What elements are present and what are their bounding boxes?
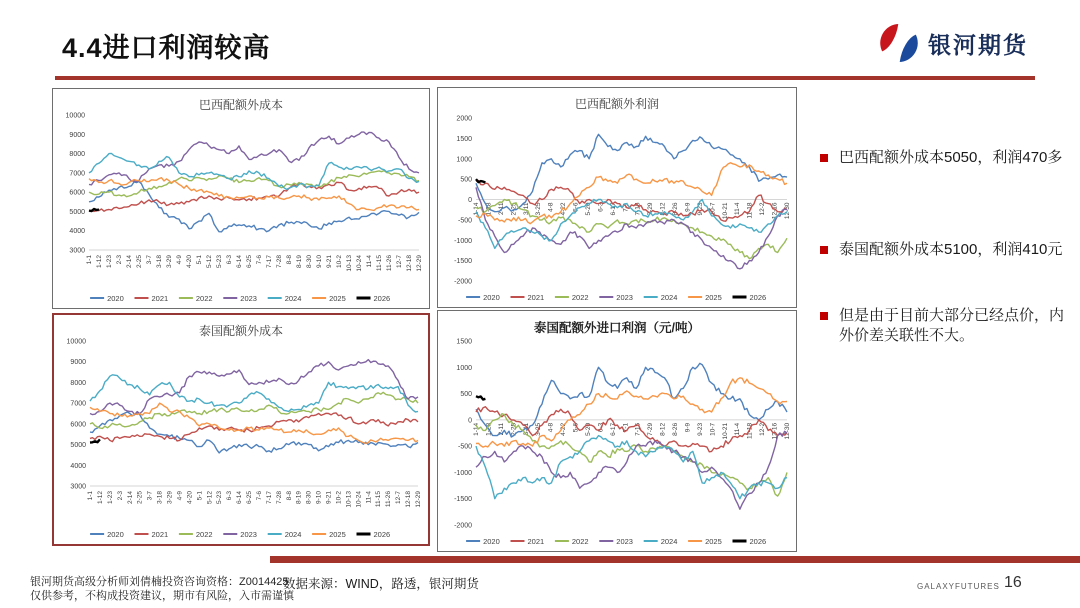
svg-text:2-25: 2-25 [136,255,143,269]
svg-text:5-6: 5-6 [572,202,580,212]
svg-text:2000: 2000 [456,115,472,123]
chart-legend [90,530,390,539]
page-title: 4.4进口利润较高 [62,33,271,63]
svg-text:1500: 1500 [456,338,472,346]
svg-text:1-23: 1-23 [106,255,113,269]
svg-text:3-29: 3-29 [166,255,173,269]
svg-text:2021: 2021 [527,537,545,546]
svg-text:2021: 2021 [151,294,169,303]
svg-text:3-18: 3-18 [156,491,164,505]
chart-panel-brazil-profit [437,87,797,308]
svg-text:500: 500 [460,391,472,399]
chart-title-thailand-cost: 泰国配额外成本 [198,324,283,338]
svg-text:6-3: 6-3 [597,422,605,433]
svg-text:2-11: 2-11 [497,202,505,216]
svg-text:2023: 2023 [616,293,633,302]
y-axis-ticks [454,339,472,530]
svg-text:6000: 6000 [69,189,85,197]
svg-text:10-7: 10-7 [709,202,717,216]
svg-text:2-3: 2-3 [116,491,124,501]
svg-text:1-14: 1-14 [473,202,480,216]
svg-text:10-24: 10-24 [355,491,363,508]
svg-text:3-7: 3-7 [146,491,154,501]
svg-text:12-29: 12-29 [415,491,422,508]
svg-text:12-2: 12-2 [759,422,767,436]
svg-text:2-3: 2-3 [116,255,123,265]
svg-text:8000: 8000 [70,379,86,387]
chart-line-2021 [90,413,418,442]
svg-text:2-25: 2-25 [136,491,144,505]
chart-canvas-brazil-profit [438,88,796,307]
svg-text:5-12: 5-12 [206,491,214,505]
svg-text:8-19: 8-19 [295,491,303,505]
svg-text:7-17: 7-17 [266,255,273,269]
bullet-item-thailand [820,240,1062,260]
svg-text:2-11: 2-11 [497,422,505,436]
chart-title-brazil-cost: 巴西配额外成本 [198,98,283,112]
svg-text:2025: 2025 [705,293,722,302]
svg-text:6-17: 6-17 [609,422,617,436]
svg-text:10-13: 10-13 [346,255,353,272]
svg-text:2025: 2025 [329,294,346,303]
svg-text:11-4: 11-4 [734,202,742,216]
svg-text:6000: 6000 [70,421,86,429]
svg-text:12-29: 12-29 [416,255,423,272]
svg-text:1-1: 1-1 [86,255,93,265]
chart-legend [90,294,390,303]
svg-text:5-1: 5-1 [196,491,204,501]
svg-text:7-6: 7-6 [255,491,263,501]
footer-disclaimer-line2: 仅供参考，不构成投资建议，期市有风险，入市需谨慎 [30,590,294,602]
svg-text:10-2: 10-2 [335,491,343,505]
svg-text:9-21: 9-21 [326,255,333,269]
chart-canvas-brazil-cost [53,89,429,308]
svg-text:8-12: 8-12 [659,422,667,436]
svg-text:10-24: 10-24 [356,255,363,272]
svg-text:2025: 2025 [329,530,346,539]
series-lines [90,360,418,453]
svg-text:2021: 2021 [527,293,545,302]
bullet-square-icon [820,154,828,162]
svg-text:7-1: 7-1 [622,422,630,433]
svg-text:3000: 3000 [69,247,85,255]
svg-text:11-18: 11-18 [746,202,754,219]
svg-text:7000: 7000 [70,400,86,408]
svg-text:2020: 2020 [107,294,124,303]
svg-text:9-10: 9-10 [316,255,323,269]
chart-line-2020 [89,182,419,232]
chart-canvas-thailand-profit [438,311,796,551]
svg-text:3-11: 3-11 [522,202,530,216]
x-axis-ticks [87,491,422,508]
svg-text:2024: 2024 [284,294,302,303]
chart-title-thailand-profit: 泰国配额外进口利润（元/吨） [534,321,700,335]
svg-text:5-1: 5-1 [196,255,203,265]
svg-text:-1000: -1000 [454,237,472,245]
svg-text:2021: 2021 [151,530,169,539]
svg-text:7-15: 7-15 [634,422,642,436]
svg-text:1-28: 1-28 [485,202,493,216]
svg-text:11-4: 11-4 [365,491,373,504]
chart-line-2025 [89,178,419,211]
svg-text:8-12: 8-12 [659,202,667,216]
svg-text:2020: 2020 [107,530,124,539]
svg-text:2-25: 2-25 [510,202,518,216]
svg-text:8-30: 8-30 [306,255,313,269]
chart-line-2024 [476,436,787,499]
chart-line-2024 [90,375,418,412]
title-underline [55,76,1035,80]
svg-text:2022: 2022 [571,537,589,546]
svg-text:10000: 10000 [65,112,85,120]
svg-text:5-23: 5-23 [216,491,224,505]
svg-text:1-14: 1-14 [473,422,480,436]
svg-text:4000: 4000 [69,228,85,236]
svg-text:7-17: 7-17 [265,491,273,505]
svg-text:12-7: 12-7 [396,255,403,269]
bullet-text-pricing: 但是由于目前大部分已经点价，内外价差关联性不大。 [839,307,1065,345]
svg-text:12-16: 12-16 [771,202,779,220]
svg-text:7-6: 7-6 [256,255,263,265]
x-axis-ticks [86,255,423,272]
logo-text: 银河期货 [928,31,1028,58]
bullet-item-brazil [820,148,1062,168]
svg-text:2020: 2020 [483,537,500,546]
svg-text:7-1: 7-1 [622,202,630,212]
svg-text:7-29: 7-29 [647,202,655,216]
svg-text:-1500: -1500 [454,496,472,504]
svg-text:4-22: 4-22 [560,202,568,216]
svg-text:3-29: 3-29 [166,491,174,505]
series-lines [89,132,419,232]
svg-text:2026: 2026 [749,293,767,302]
series-lines [476,134,787,268]
svg-text:2022: 2022 [195,530,213,539]
svg-text:3-11: 3-11 [522,422,530,436]
svg-text:6-25: 6-25 [246,255,253,269]
svg-text:8-8: 8-8 [285,491,293,501]
svg-text:11-4: 11-4 [366,255,373,268]
svg-text:9-9: 9-9 [684,422,692,433]
svg-text:8-8: 8-8 [286,255,293,265]
svg-text:4-8: 4-8 [547,202,555,212]
svg-text:5-23: 5-23 [216,255,223,269]
svg-text:2023: 2023 [240,530,257,539]
svg-text:2025: 2025 [705,537,722,546]
chart-legend [466,293,766,302]
chart-line-2025 [476,378,787,447]
svg-text:10-21: 10-21 [721,202,729,220]
svg-text:2023: 2023 [240,294,257,303]
svg-text:-2000: -2000 [454,278,472,286]
svg-text:2026: 2026 [373,530,391,539]
svg-text:8000: 8000 [69,151,85,159]
svg-text:4-22: 4-22 [560,422,568,436]
svg-text:12-30: 12-30 [784,422,791,440]
svg-text:5-6: 5-6 [572,422,580,433]
svg-text:5-20: 5-20 [584,422,592,436]
svg-text:4-8: 4-8 [547,422,555,433]
chart-line-2026 [476,396,485,399]
svg-text:7-28: 7-28 [275,491,283,505]
y-axis-ticks [67,339,87,491]
svg-text:11-18: 11-18 [746,422,754,440]
svg-text:2-25: 2-25 [510,422,518,436]
svg-text:6-3: 6-3 [597,202,605,212]
svg-text:11-4: 11-4 [734,422,742,436]
svg-text:500: 500 [460,176,472,184]
svg-text:6-25: 6-25 [246,491,254,505]
svg-text:3-7: 3-7 [146,255,153,265]
swirl-blue-shape [899,34,918,62]
svg-text:2024: 2024 [660,293,678,302]
svg-text:9-21: 9-21 [325,491,333,505]
svg-text:2024: 2024 [660,537,678,546]
bullet-item-pricing [820,306,1072,347]
svg-text:1000: 1000 [456,156,472,164]
swirl-red-shape [880,24,899,52]
svg-text:10000: 10000 [66,338,86,346]
svg-text:7000: 7000 [69,170,85,178]
svg-text:10-13: 10-13 [345,491,353,508]
svg-text:7-28: 7-28 [276,255,283,269]
svg-text:2-14: 2-14 [126,255,133,269]
svg-text:2024: 2024 [284,530,302,539]
svg-text:3-25: 3-25 [535,202,543,216]
svg-text:12-7: 12-7 [395,491,403,505]
svg-text:2020: 2020 [483,293,500,302]
bullet-text-thailand: 泰国配额外成本5100，利润410元 [839,241,1063,258]
svg-text:2026: 2026 [749,537,767,546]
bottom-accent-bar [270,556,1080,563]
galaxy-swirl-icon [878,22,920,64]
bullet-square-icon [820,246,828,254]
svg-text:11-15: 11-15 [376,255,383,272]
chart-panel-thailand-cost [52,313,430,546]
svg-text:5-20: 5-20 [584,202,592,216]
svg-text:9000: 9000 [69,131,85,139]
svg-text:5000: 5000 [69,208,85,216]
svg-text:10-21: 10-21 [721,422,729,440]
chart-legend [466,537,766,546]
svg-text:5000: 5000 [70,442,86,450]
svg-text:1-12: 1-12 [96,491,104,505]
y-axis-ticks [66,113,86,255]
svg-text:-1000: -1000 [454,469,472,477]
chart-panel-brazil-cost [52,88,430,309]
chart-line-2022 [89,171,419,197]
svg-text:3000: 3000 [70,483,86,491]
svg-text:8-26: 8-26 [672,422,680,436]
footer-data-source: 数据来源：WIND，路透，银河期货 [283,577,479,591]
chart-line-2025 [90,403,418,443]
svg-text:0: 0 [468,197,472,204]
svg-text:-500: -500 [457,443,472,451]
chart-title-brazil-profit: 巴西配额外利润 [574,97,659,111]
svg-text:11-26: 11-26 [385,491,393,508]
chart-line-2020 [476,134,787,211]
company-logo [878,22,1028,64]
svg-text:6-14: 6-14 [236,255,243,269]
svg-text:8-30: 8-30 [305,491,313,505]
svg-text:4-9: 4-9 [176,491,184,501]
svg-text:9-23: 9-23 [696,422,704,436]
chart-line-2026 [476,179,485,182]
svg-text:0: 0 [468,417,472,425]
svg-text:12-2: 12-2 [759,202,767,216]
svg-text:1-28: 1-28 [485,422,493,436]
svg-text:12-16: 12-16 [771,422,779,440]
svg-text:1-1: 1-1 [87,491,94,501]
svg-text:1-23: 1-23 [106,491,114,505]
svg-text:10-2: 10-2 [336,255,343,269]
svg-text:1000: 1000 [456,364,472,372]
svg-text:6-3: 6-3 [226,491,234,501]
svg-text:-2000: -2000 [454,522,472,530]
brand-watermark: GALAXYFUTURES [917,582,1000,591]
svg-text:9-9: 9-9 [684,202,692,212]
bullet-text-brazil: 巴西配额外成本5050，利润470多 [839,149,1063,166]
svg-text:3-25: 3-25 [535,422,543,436]
svg-text:12-18: 12-18 [406,255,413,272]
footer-disclaimer-line1: 银河期货高级分析师刘倩楠投资咨询资格：Z0014425 [30,576,289,588]
svg-text:6-14: 6-14 [236,491,244,505]
svg-text:6-3: 6-3 [226,255,233,265]
svg-text:2022: 2022 [571,293,589,302]
svg-text:10-7: 10-7 [709,422,717,436]
svg-text:-1500: -1500 [454,258,472,266]
svg-text:2026: 2026 [373,294,391,303]
bullet-square-icon [820,312,828,320]
svg-text:7-15: 7-15 [634,202,642,216]
svg-text:1500: 1500 [456,135,472,143]
svg-text:9-10: 9-10 [315,491,323,505]
chart-line-2020 [90,412,418,453]
svg-text:-500: -500 [457,217,472,225]
chart-line-2023 [89,132,419,185]
svg-text:12-18: 12-18 [405,491,413,508]
chart-line-2022 [90,392,418,428]
svg-text:5-12: 5-12 [206,255,213,269]
svg-text:4-20: 4-20 [186,255,193,269]
svg-text:4000: 4000 [70,462,86,470]
svg-text:3-18: 3-18 [156,255,163,269]
svg-text:7-29: 7-29 [647,422,655,436]
svg-text:8-26: 8-26 [672,202,680,216]
svg-text:8-19: 8-19 [296,255,303,269]
svg-text:6-17: 6-17 [609,202,617,216]
chart-line-2021 [89,182,419,211]
y-axis-ticks [454,116,472,286]
chart-line-2024 [89,154,419,190]
page-number: 16 [1004,574,1022,591]
svg-text:4-9: 4-9 [176,255,183,265]
svg-text:9-23: 9-23 [696,202,704,216]
svg-text:9000: 9000 [70,359,86,367]
svg-text:1-12: 1-12 [96,255,103,269]
svg-text:2023: 2023 [616,537,633,546]
svg-text:2-14: 2-14 [126,491,134,505]
chart-canvas-thailand-cost [54,315,428,544]
svg-text:12-30: 12-30 [784,202,791,220]
svg-text:11-15: 11-15 [375,491,383,508]
svg-text:2022: 2022 [195,294,213,303]
chart-panel-thailand-profit [437,310,797,552]
svg-text:4-20: 4-20 [186,491,194,505]
svg-text:11-26: 11-26 [386,255,393,272]
